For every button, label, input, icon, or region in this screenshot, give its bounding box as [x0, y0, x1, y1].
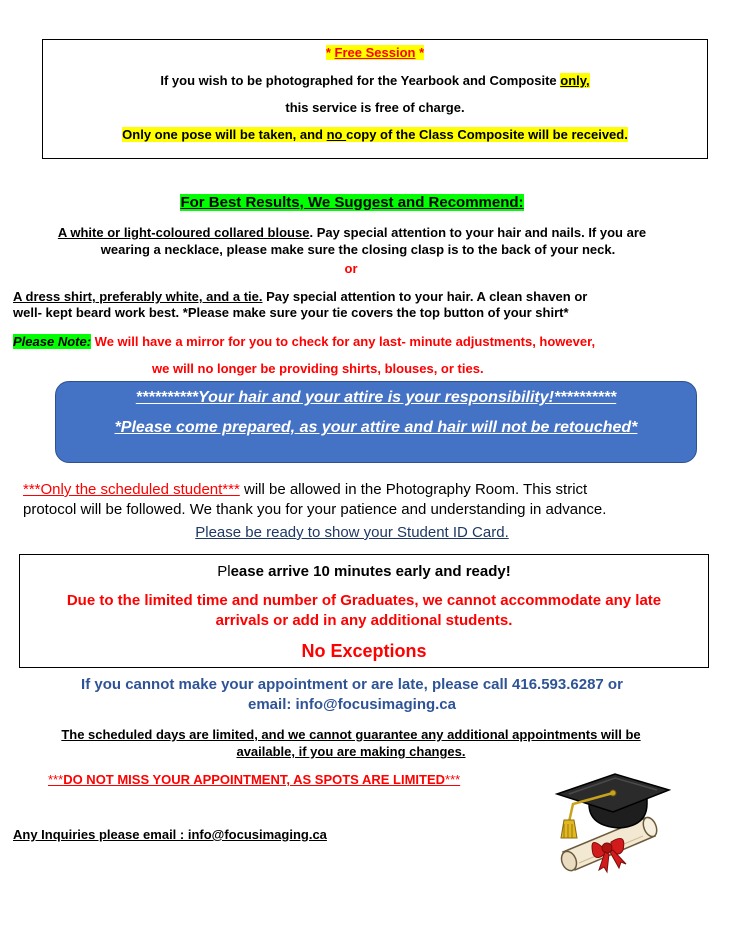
graduation-cap-svg	[549, 766, 671, 878]
recommend-heading-line	[0, 194, 704, 211]
blouse-line2: wearing a necklace, please make sure the closing clasp is to the back of your neck.	[100, 242, 616, 257]
arrive-title: Please arrive 10 minutes early and ready!	[217, 563, 511, 580]
do-not-miss-warning: ***DO NOT MISS YOUR APPOINTMENT, AS SPOTS ARE LIMITED***	[48, 772, 461, 787]
protocol-line1: ***Only the scheduled student*** will be allowed in the Photography Room. This strict	[23, 481, 588, 498]
callout-line1: **********Your hair and your attire is your responsibility!**********	[135, 389, 617, 406]
free-session-line2: this service is free of charge.	[285, 100, 465, 115]
scheduled-student-emphasis: ***Only the scheduled student***	[23, 481, 240, 498]
free-session-box	[42, 39, 708, 159]
no-exceptions: No Exceptions	[301, 641, 427, 661]
arrive-early-box	[19, 554, 709, 668]
limits-line2: available, if you are making changes.	[236, 744, 466, 759]
contact-line1: If you cannot make your appointment or are late, please call 416.593.6287 or	[81, 676, 623, 693]
ribbon-bow	[592, 838, 626, 872]
blouse-line1: A white or light-coloured collared blouse. Pay special attention to your hair and nails. If you are	[57, 225, 647, 240]
note-line2: we will no longer be providing shirts, blouses, or ties.	[152, 361, 484, 376]
free-session-line1: If you wish to be photographed for the Yearbook and Composite only,	[160, 73, 590, 88]
recommend-heading: For Best Results, We Suggest and Recommend:	[180, 194, 524, 211]
arrive-line1: Due to the limited time and number of Graduates, we cannot accommodate any late	[66, 592, 662, 609]
star-right: *	[419, 45, 425, 60]
student-id-notice: Please be ready to show your Student ID Card.	[195, 524, 509, 541]
arrive-line2: arrivals or add in any additional students.	[215, 612, 513, 629]
note-label: Please Note:	[13, 334, 92, 349]
limits-line1: The scheduled days are limited, and we cannot guarantee any additional appointments will be	[61, 727, 641, 742]
free-session-title: Free Session	[334, 45, 416, 60]
shirt-line1: A dress shirt, preferably white, and a tie. Pay special attention to your hair. A clean shaven or	[13, 289, 588, 304]
graduation-cap-diploma-icon	[549, 766, 671, 878]
note-line1: Please Note: We will have a mirror for you to check for any last- minute adjustments, however,	[13, 334, 596, 349]
free-session-title-line	[43, 45, 707, 60]
only-emphasis: only,	[560, 73, 590, 88]
inquiries-line: Any Inquiries please email : info@focusimaging.ca	[13, 827, 327, 842]
callout-line2: *Please come prepared, as your attire and hair will not be retouched*	[114, 419, 638, 436]
free-session-line3: Only one pose will be taken, and no copy of the Class Composite will be received.	[122, 127, 628, 142]
responsibility-callout	[55, 381, 697, 463]
shirt-line2: well- kept beard work best. *Please make sure your tie covers the top button of your shirt*	[13, 305, 569, 320]
protocol-line2: protocol will be followed. We thank you for your patience and understanding in advance.	[23, 501, 607, 518]
contact-line2: email: info@focusimaging.ca	[248, 696, 456, 713]
or-separator: or	[344, 261, 358, 276]
star-left: *	[325, 45, 331, 60]
